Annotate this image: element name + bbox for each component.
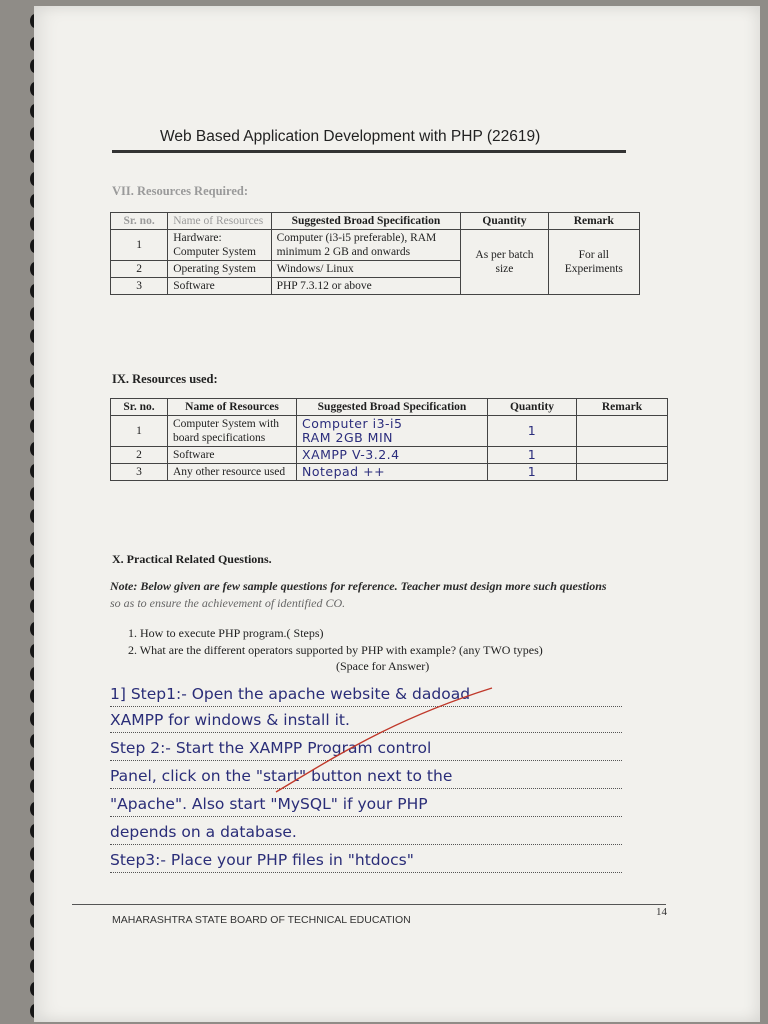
spec-line: Computer i3-i5 [302,416,403,431]
resources-required-heading: VII. Resources Required: [112,184,248,198]
header-divider [112,150,626,153]
answer-line: Panel, click on the "start" button next to the [110,766,622,789]
col-header-quantity: Quantity [488,399,577,416]
row-spec: PHP 7.3.12 or above [271,278,461,295]
row-name: Any other resource used [168,464,297,481]
row-sr: 3 [111,464,168,481]
question-item: 2. What are the different operators supported by PHP with example? (any TWO types) [128,643,543,657]
row-sr: 1 [111,416,168,447]
row-remark: For all Experiments [548,230,639,295]
col-header-quantity: Quantity [461,213,548,230]
row-spec: XAMPP V-3.2.4 [297,447,488,464]
question-list [128,625,543,659]
resources-used-table [110,398,668,481]
table-header-row [111,399,668,416]
footer-divider [72,904,666,905]
col-header-sr: Sr. no. [111,213,168,230]
col-header-remark: Remark [577,399,668,416]
footer-board-name: MAHARASHTRA STATE BOARD OF TECHNICAL EDUCATION [112,914,411,926]
answer-line: depends on a database. [110,822,622,845]
row-remark [577,416,668,447]
col-header-remark: Remark [548,213,639,230]
col-header-name: Name of Resources [168,399,297,416]
table-header-row [111,213,640,230]
col-header-sr: Sr. no. [111,399,168,416]
row-sr: 3 [111,278,168,295]
note-line: Note: Below given are few sample questions for reference. Teacher must design more such questions [110,579,607,593]
row-spec: Notepad ++ [297,464,488,481]
question-item: 1. How to execute PHP program.( Steps) [128,626,324,640]
table-row [111,230,640,261]
answer-line: 1] Step1:- Open the apache website & dadoad [110,684,622,707]
answer-line: Step3:- Place your PHP files in "htdocs" [110,850,622,873]
spec-line: RAM 2GB MIN [302,430,393,445]
answer-line: "Apache". Also start "MySQL" if your PHP [110,794,622,817]
row-sr: 1 [111,230,168,261]
row-remark [577,447,668,464]
row-quantity: As per batch size [461,230,548,295]
table-row [111,416,668,447]
col-header-spec: Suggested Broad Specification [271,213,461,230]
row-name: Hardware: Computer System [168,230,271,261]
resources-used-heading: IX. Resources used: [112,372,218,386]
row-sr: 2 [111,447,168,464]
answer-space-label: (Space for Answer) [336,659,430,673]
row-spec [297,416,488,447]
resources-required-table [110,212,640,295]
row-remark [577,464,668,481]
col-header-name: Name of Resources [168,213,271,230]
row-quantity: 1 [488,464,577,481]
answer-line: XAMPP for windows & install it. [110,710,622,733]
table-row [111,447,668,464]
answer-line: Step 2:- Start the XAMPP Program control [110,738,622,761]
row-quantity: 1 [488,447,577,464]
row-sr: 2 [111,261,168,278]
col-header-spec: Suggested Broad Specification [297,399,488,416]
row-quantity: 1 [488,416,577,447]
page-number: 14 [656,906,667,918]
teacher-note [110,578,670,612]
page-title: Web Based Application Development with PHP (22619) [160,128,541,145]
red-pen-correction [270,680,500,800]
table-row [111,464,668,481]
row-name: Software [168,447,297,464]
note-line: so as to ensure the achievement of identified CO. [110,596,346,610]
row-name: Computer System with board specifications [168,416,297,447]
questions-heading: X. Practical Related Questions. [112,552,272,566]
row-name: Operating System [168,261,271,278]
row-name: Software [168,278,271,295]
row-spec: Computer (i3-i5 preferable), RAM minimum 2 GB and onwards [271,230,461,261]
row-spec: Windows/ Linux [271,261,461,278]
